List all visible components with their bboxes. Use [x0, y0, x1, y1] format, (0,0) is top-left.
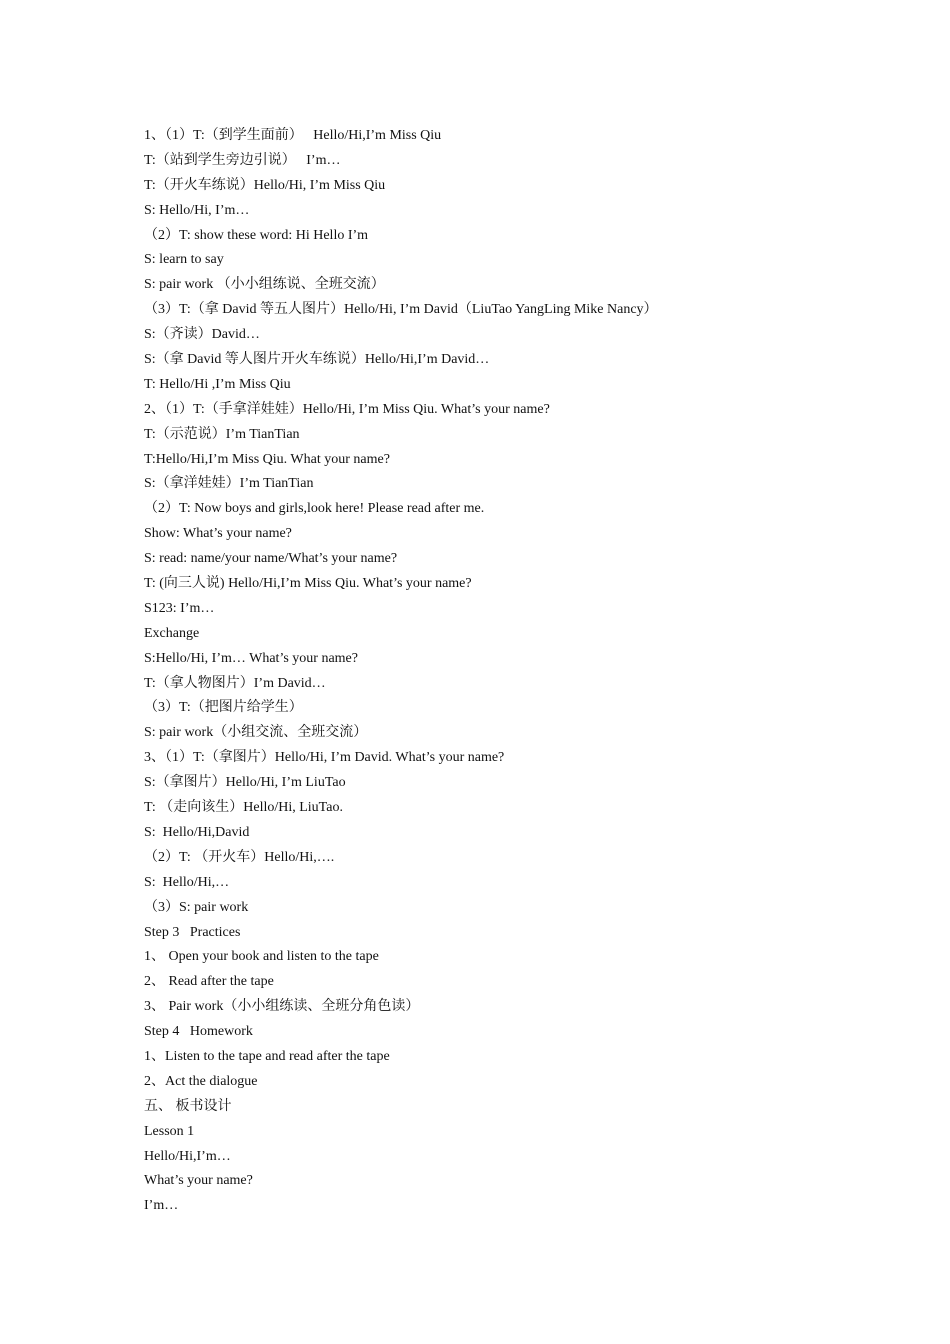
text-line: S: Hello/Hi, I’m…: [144, 202, 250, 218]
text-line: Show: What’s your name?: [144, 526, 292, 542]
text-line: S: read: name/your name/What’s your name?: [144, 551, 398, 567]
text-line: Hello/Hi,I’m…: [144, 1148, 231, 1164]
text-line: S:（拿 David 等人图片开火车练说）Hello/Hi,I’m David…: [144, 352, 490, 368]
text-line: T:（示范说）I’m TianTian: [144, 426, 300, 442]
text-line: 1、（1）T:（到学生面前） Hello/Hi,I’m Miss Qiu: [144, 128, 442, 143]
text-line: S: pair work（小组交流、全班交流）: [144, 725, 368, 741]
text-line: （2）T: show these word: Hi Hello I’m: [144, 227, 369, 243]
text-line: S123: I’m…: [144, 600, 215, 616]
text-line: 3、（1）T:（拿图片）Hello/Hi, I’m David. What’s your name?: [144, 750, 505, 766]
text-line: T:（站到学生旁边引说） I’m…: [144, 152, 341, 168]
text-line: T: (向三人说) Hello/Hi,I’m Miss Qiu. What’s your name?: [144, 576, 472, 592]
text-line: Lesson 1: [144, 1123, 195, 1139]
text-line: T: （走向该生）Hello/Hi, LiuTao.: [144, 800, 343, 816]
text-line: （3）T:（把图片给学生）: [144, 700, 303, 716]
text-line: 1、Listen to the tape and read after the tape: [144, 1048, 390, 1064]
text-line: S: pair work （小小组练说、全班交流）: [144, 277, 385, 293]
text-line: Step 4 Homework: [144, 1024, 253, 1040]
document-body: [144, 124, 904, 1219]
text-line: S: Hello/Hi,…: [144, 874, 230, 890]
text-line: （3）T:（拿 David 等五人图片）Hello/Hi, I’m David（LiuTao YangLing Mike Nancy）: [144, 302, 658, 318]
text-line: S: learn to say: [144, 252, 224, 268]
text-line: T:（拿人物图片）I’m David…: [144, 675, 326, 691]
text-line: S: Hello/Hi,David: [144, 824, 250, 840]
text-line: S:（拿图片）Hello/Hi, I’m LiuTao: [144, 775, 346, 791]
text-line: （2）T: Now boys and girls,look here! Please read after me.: [144, 501, 485, 517]
text-line: Step 3 Practices: [144, 924, 241, 940]
text-line: 2、 Read after the tape: [144, 974, 274, 990]
text-line: Exchange: [144, 625, 200, 641]
text-line: 2、Act the dialogue: [144, 1073, 258, 1089]
text-line: T: Hello/Hi ,I’m Miss Qiu: [144, 376, 291, 392]
text-line: （2）T: （开火车）Hello/Hi,….: [144, 849, 335, 865]
text-line: S:Hello/Hi, I’m… What’s your name?: [144, 650, 358, 666]
text-line: T:Hello/Hi,I’m Miss Qiu. What your name?: [144, 451, 390, 467]
text-line: 五、 板书设计: [144, 1098, 232, 1114]
text-line: T:（开火车练说）Hello/Hi, I’m Miss Qiu: [144, 177, 386, 193]
text-line: 3、 Pair work（小小组练读、全班分角色读）: [144, 999, 420, 1015]
text-line: S:（齐读）David…: [144, 327, 260, 343]
text-line: I’m…: [144, 1198, 179, 1214]
text-line: S:（拿洋娃娃）I’m TianTian: [144, 476, 314, 492]
text-line: （3）S: pair work: [144, 899, 249, 915]
text-line: What’s your name?: [144, 1173, 253, 1189]
text-line: 2、（1）T:（手拿洋娃娃）Hello/Hi, I’m Miss Qiu. What’s your name?: [144, 401, 550, 417]
text-line: 1、 Open your book and listen to the tape: [144, 949, 379, 965]
